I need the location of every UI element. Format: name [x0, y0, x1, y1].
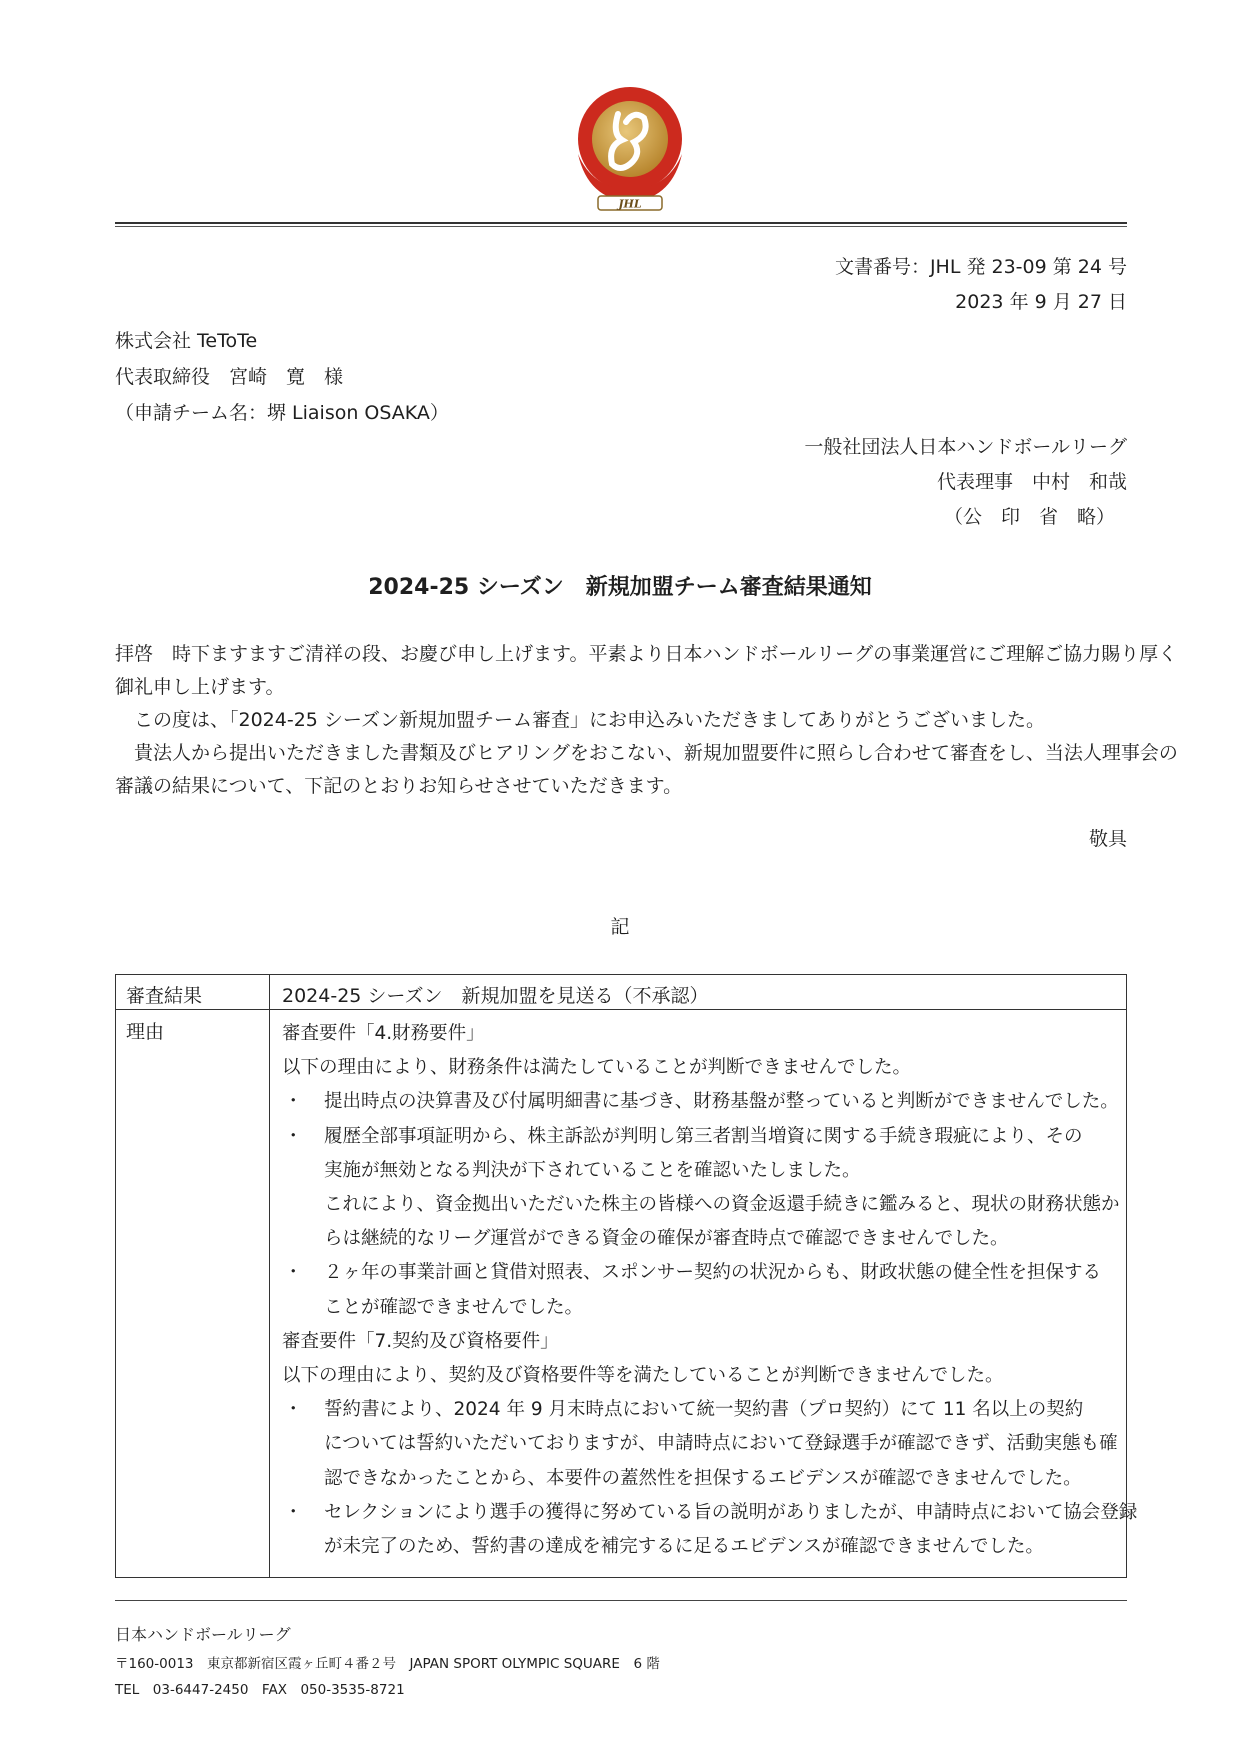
header-rule-thin	[115, 226, 1127, 227]
requirement-7-bullet-1	[282, 1393, 1114, 1427]
requirement-7-title: 審査要件「7.契約及び資格要件」	[282, 1330, 559, 1352]
footer-contact: TEL 03-6447-2450 FAX 050-3535-8721	[115, 1682, 405, 1698]
requirement-4-intro: 以下の理由により、財務条件は満たしていることが判断できませんでした。	[282, 1057, 912, 1079]
bullet-continuation: については誓約いただいておりますが、申請時点において登録選手が確認できず、活動実態も確	[324, 1433, 1118, 1455]
bullet-continuation: が未完了のため、誓約書の達成を補完するに足るエビデンスが確認できませんでした。	[324, 1536, 1044, 1558]
bullet-mark: ・	[284, 1125, 303, 1147]
bullet-continuation: これにより、資金拠出いただいた株主の皆様への資金返還手続きに鑑みると、現状の財務状態か	[324, 1194, 1120, 1216]
review-paragraph: 貴法人から提出いただきました書類及びヒアリングをおこない、新規加盟要件に照らし合わせて審査をし、当法人理事会の	[134, 742, 1178, 764]
table-row-divider	[116, 1009, 1126, 1010]
requirement-4-bullet-1	[282, 1085, 1119, 1119]
bullet-continuation: 認できなかったことから、本要件の蓋然性を担保するエビデンスが確認できませんでした。	[324, 1467, 1082, 1489]
greeting-line-2: 御礼申し上げます。	[115, 676, 285, 698]
reason-content	[282, 1017, 1138, 1564]
recipient-team: （申請チーム名：堺 Liaison OSAKA）	[115, 402, 449, 424]
document-title: 2024-25 シーズン 新規加盟チーム審査結果通知	[368, 575, 872, 600]
result-value: 2024-25 シーズン 新規加盟を見送る（不承認）	[282, 985, 709, 1007]
document-date: 2023 年 9 月 27 日	[955, 291, 1127, 313]
ki-marker: 記	[610, 916, 630, 938]
reason-label: 理由	[126, 1021, 165, 1043]
letter-body	[115, 638, 1178, 803]
result-label: 審査結果	[126, 985, 203, 1007]
footer-address: 〒160-0013 東京都新宿区霞ヶ丘町４番２号 JAPAN SPORT OLYMPIC SQUARE 6 階	[115, 1656, 660, 1672]
document-number: 文書番号：JHL 発 23-09 第 24 号	[834, 256, 1127, 278]
closing-keigu: 敬具	[1088, 828, 1127, 850]
requirement-4-bullet-3	[282, 1256, 1114, 1290]
sender-organization: 一般社団法人日本ハンドボールリーグ	[804, 436, 1127, 458]
review-paragraph-2: 審議の結果について、下記のとおりお知らせさせていただきます。	[115, 775, 683, 797]
bullet-mark: ・	[284, 1091, 303, 1113]
bullet-continuation: 実施が無効となる判決が下されていることを確認いたしました。	[324, 1159, 861, 1181]
bullet-text: 履歴全部事項証明から、株主訴訟が判明し第三者割当増資に関する手続き瑕疵により、その	[324, 1125, 1083, 1147]
requirement-4-title: 審査要件「4.財務要件」	[282, 1023, 485, 1044]
recipient-person: 代表取締役 宮崎 寛 様	[115, 366, 344, 388]
bullet-continuation: ことが確認できませんでした。	[324, 1296, 584, 1318]
seal-omitted-note: （公 印 省 略）	[943, 506, 1115, 528]
bullet-text: セレクションにより選手の獲得に努めている旨の説明がありましたが、申請時点において協会登録	[324, 1501, 1138, 1523]
greeting-line: 拝啓 時下ますますご清祥の段、お慶び申し上げます。平素より日本ハンドボールリーグの事業運営にご理解ご協力賜り厚く	[115, 643, 1178, 665]
result-table	[115, 974, 1138, 1578]
bullet-mark: ・	[284, 1399, 303, 1421]
bullet-text: ２ヶ年の事業計画と貸借対照表、スポンサー契約の状況からも、財政状態の健全性を担保する	[324, 1262, 1102, 1284]
sender-representative: 代表理事 中村 和哉	[936, 471, 1127, 493]
requirement-4-bullet-2	[282, 1120, 1114, 1154]
footer-organization: 日本ハンドボールリーグ	[115, 1625, 291, 1644]
header-rule	[115, 222, 1127, 224]
requirement-7-bullet-2	[282, 1496, 1138, 1530]
svg-text:JHL: JHL	[618, 197, 642, 211]
footer-rule	[115, 1600, 1127, 1601]
table-column-divider	[269, 975, 270, 1577]
jhl-logo	[568, 84, 692, 214]
requirement-7-intro: 以下の理由により、契約及び資格要件等を満たしていることが判断できませんでした。	[282, 1365, 1004, 1387]
recipient-company: 株式会社 TeToTe	[115, 330, 258, 352]
thanks-paragraph: この度は、「2024-25 シーズン新規加盟チーム審査」にお申込みいただきましてありがとうございました。	[134, 709, 1045, 731]
bullet-text: 誓約書により、2024 年 9 月末時点において統一契約書（プロ契約）にて 11 名以上の契約	[324, 1399, 1084, 1421]
bullet-mark: ・	[284, 1501, 303, 1523]
bullet-continuation: らは継続的なリーグ運営ができる資金の確保が審査時点で確認できませんでした。	[324, 1228, 1009, 1250]
bullet-text: 提出時点の決算書及び付属明細書に基づき、財務基盤が整っていると判断ができませんでした。	[324, 1091, 1119, 1113]
bullet-mark: ・	[284, 1262, 303, 1284]
